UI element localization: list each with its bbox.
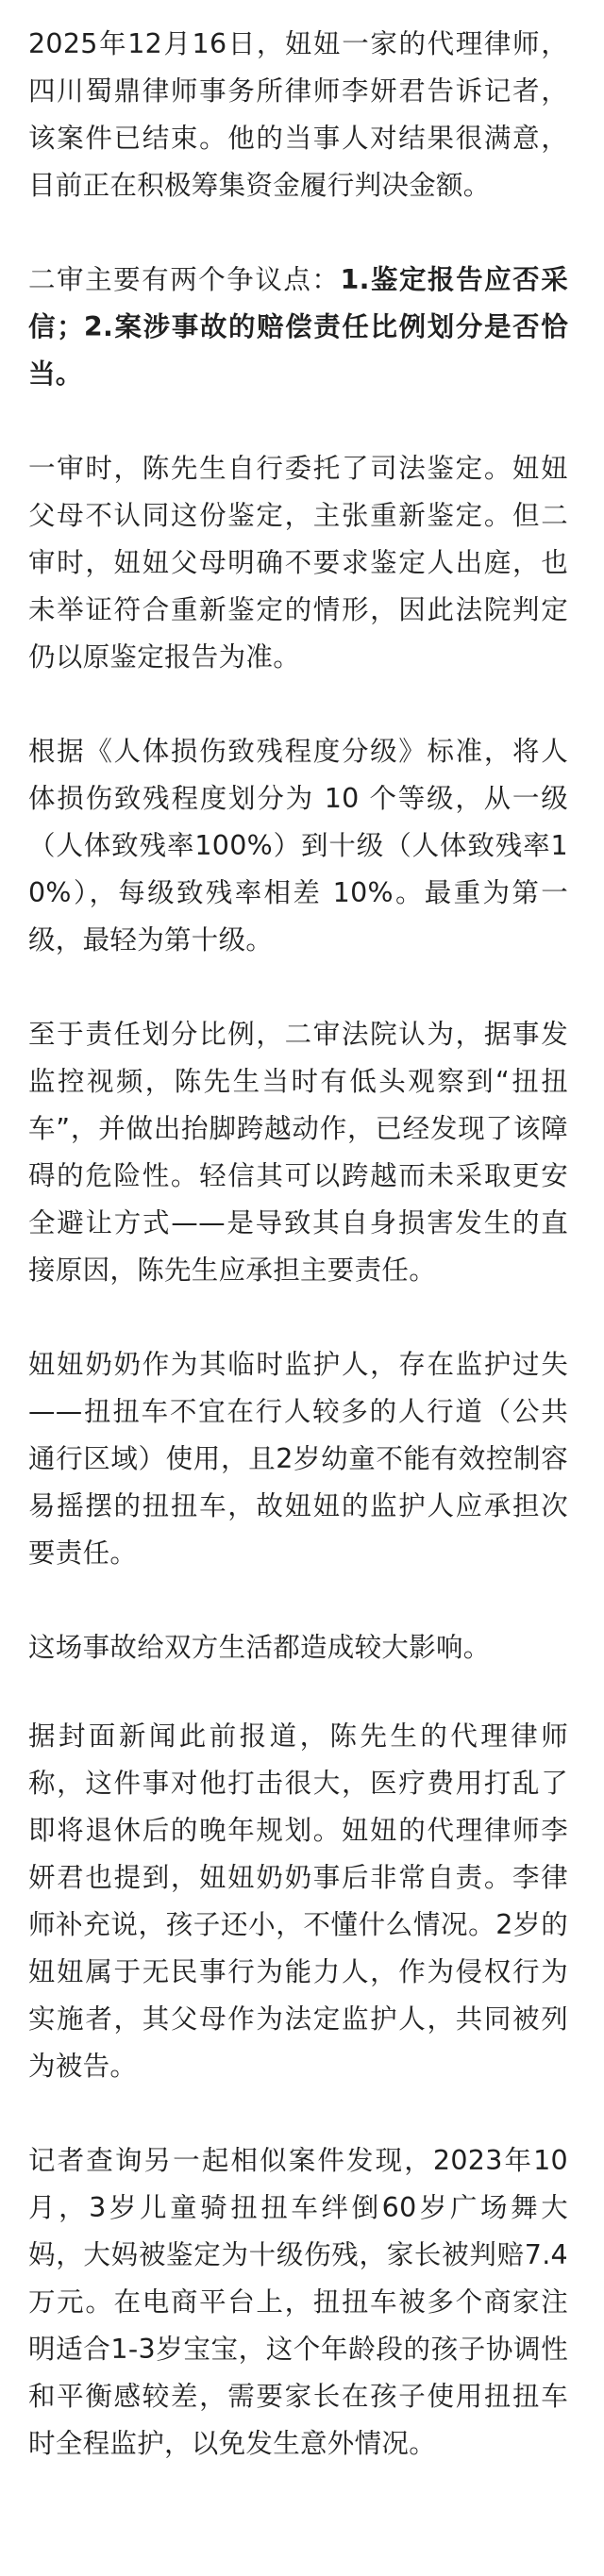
paragraph-impact-summary: 这场事故给双方生活都造成较大影响。: [28, 1632, 491, 1663]
paragraph-guardian-fault: 妞妞奶奶作为其临时监护人，存在监护过失——扭扭车不宜在行人较多的人行道（公共通行区域）使用，且2岁幼童不能有效控制容易摇摆的扭扭车，故妞妞的监护人应承担次要责任。: [28, 1349, 568, 1569]
dispute-points-lead: 二审主要有两个争议点：: [28, 264, 341, 295]
paragraph-dispute-points: [28, 257, 568, 398]
paragraph-earlier-report: 据封面新闻此前报道，陈先生的代理律师称，这件事对他打击很大，医疗费用打乱了即将退休后的晚年规划。妞妞的代理律师李妍君也提到，妞妞奶奶事后非常自责。李律师补充说，孩子还小，不懂什么情况。2岁的妞妞属于无民事行为能力人，作为侵权行为实施者，其父母作为法定监护人，共同被列为被告。: [28, 1720, 568, 2082]
dispute-points-bold: 1.鉴定报告应否采信；2.案涉事故的赔偿责任比例划分是否恰当。: [28, 264, 568, 390]
paragraph-disability-grading: 根据《人体损伤致残程度分级》标准，将人体损伤致残程度划分为 10 个等级，从一级（人体致残率100%）到十级（人体致残率10%），每级致残率相差 10%。最重为第一级，最轻为第十级。: [28, 736, 568, 956]
paragraph-case-concluded: 2025年12月16日，妞妞一家的代理律师，四川蜀鼎律师事务所律师李妍君告诉记者，该案件已结束。他的当事人对结果很满意，目前正在积极筹集资金履行判决金额。: [28, 28, 568, 201]
paragraph-liability-ratio: 至于责任划分比例，二审法院认为，据事发监控视频，陈先生当时有低头观察到“扭扭车”，并做出抬脚跨越动作，已经发现了该障碍的危险性。轻信其可以跨越而未采取更安全避让方式——是导致其自身损害发生的直接原因，陈先生应承担主要责任。: [28, 1019, 568, 1286]
paragraph-judicial-appraisal: 一审时，陈先生自行委托了司法鉴定。妞妞父母不认同这份鉴定，主张重新鉴定。但二审时，妞妞父母明确不要求鉴定人出庭，也未举证符合重新鉴定的情形，因此法院判定仍以原鉴定报告为准。: [28, 453, 568, 673]
paragraph-similar-case: 记者查询另一起相似案件发现，2023年10月，3岁儿童骑扭扭车绊倒60岁广场舞大妈，大妈被鉴定为十级伤残，家长被判赔7.4万元。在电商平台上，扭扭车被多个商家注明适合1-3岁宝宝，这个年龄段的孩子协调性和平衡感较差，需要家长在孩子使用扭扭车时全程监护，以免发生意外情况。: [28, 2145, 568, 2459]
